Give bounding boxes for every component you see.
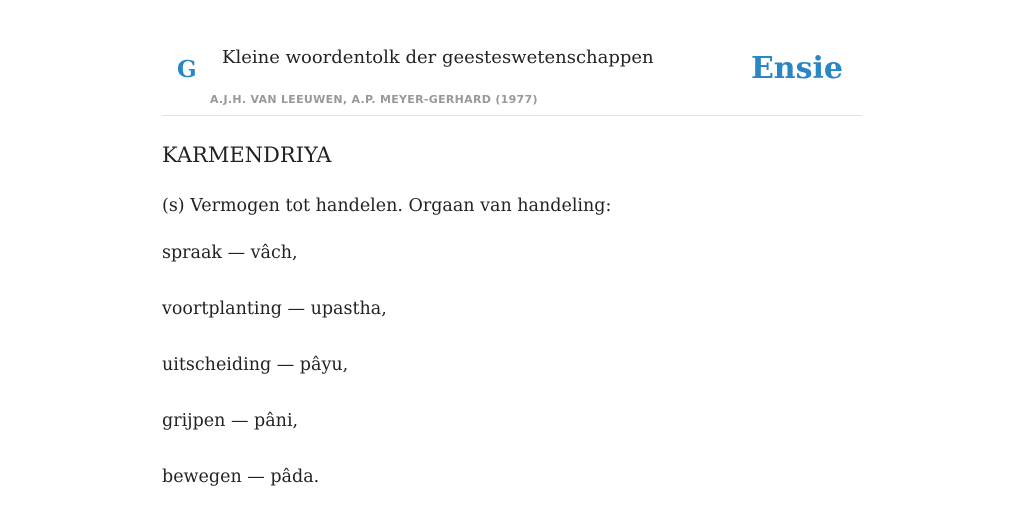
entry-line: voortplanting — upastha, <box>162 299 387 319</box>
entry-line: spraak — vâch, <box>162 243 298 263</box>
book-title[interactable]: Kleine woordentolk der geesteswetenschappen <box>222 47 654 68</box>
entry-line: grijpen — pâni, <box>162 411 299 431</box>
source-logo[interactable]: G <box>177 56 197 83</box>
entry-line: bewegen — pâda. <box>162 467 320 487</box>
entry-definition: (s) Vermogen tot handelen. Orgaan van handeling: <box>162 196 612 216</box>
entry-line: uitscheiding — pâyu, <box>162 355 349 375</box>
book-authors: A.J.H. VAN LEEUWEN, A.P. MEYER-GERHARD (1977) <box>210 93 538 106</box>
entry-headword: KARMENDRIYA <box>162 143 332 167</box>
brand-logo[interactable]: Ensie <box>750 51 843 86</box>
page-content <box>162 0 862 487</box>
page-header <box>162 0 862 116</box>
